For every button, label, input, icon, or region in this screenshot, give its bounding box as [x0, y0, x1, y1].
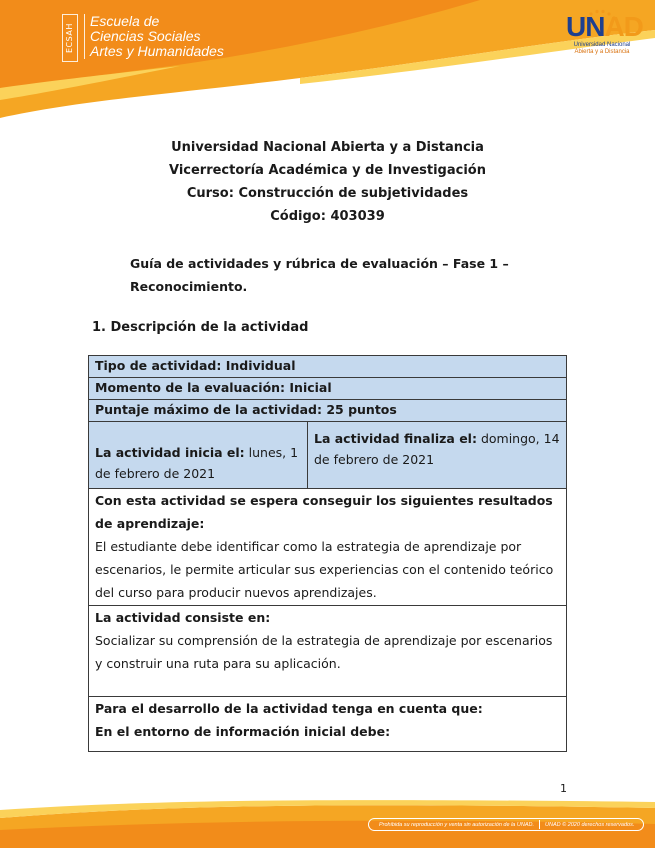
- footer-copyright-pill: [368, 818, 644, 831]
- learning-outcomes-text: El estudiante debe identificar como la estrategia de aprendizaje por escenarios, le permite articular sus experiencias con el contenido teórico del curso para producir nuevos aprendizajes.: [95, 539, 554, 600]
- document-title-block: [0, 136, 655, 228]
- start-date-label: La actividad inicia el:: [95, 445, 245, 460]
- activity-consists-text: Socializar su comprensión de la estrategia de aprendizaje por escenarios y construir una ruta para su aplicación.: [95, 633, 553, 671]
- unad-subtitle-2: Abierta y a Distancia: [574, 49, 630, 55]
- end-date-cell: [308, 422, 567, 489]
- guide-title: Guía de actividades y rúbrica de evaluación – Fase 1 – Reconocimiento.: [130, 256, 509, 294]
- ecsah-mark: ECSAH: [62, 14, 78, 62]
- page-number: 1: [560, 782, 567, 795]
- school-line-1: Escuela de: [90, 13, 160, 29]
- course-name: Curso: Construcción de subjetividades: [186, 186, 469, 201]
- footer-reproduction-notice: Prohibida su reproducción y venta sin autorización de la UNAD.: [379, 822, 534, 828]
- evaluation-moment: Momento de la evaluación: Inicial: [89, 378, 567, 400]
- start-date-value: lunes, 1 de febrero de 2021: [95, 445, 299, 481]
- footer-copyright: UNAD © 2020 derechos reservados.: [545, 822, 635, 828]
- start-date-cell: [89, 422, 308, 489]
- course-code: Código: 403039: [270, 209, 385, 224]
- end-date-label: La actividad finaliza el:: [314, 431, 477, 446]
- activity-description-table: [88, 355, 567, 752]
- vicerrectoria: Vicerrectoría Académica y de Investigación: [168, 163, 486, 178]
- school-line-3: Artes y Humanidades: [90, 43, 224, 59]
- end-date-value: domingo, 14 de febrero de 2021: [314, 431, 560, 467]
- section-heading: 1. Descripción de la actividad: [92, 320, 309, 335]
- development-notes-cell: [89, 697, 567, 752]
- development-notes-line-2: En el entorno de información inicial debe:: [95, 724, 391, 739]
- activity-type: Tipo de actividad: Individual: [89, 356, 567, 378]
- activity-consists-heading: La actividad consiste en:: [95, 610, 271, 625]
- university-name: Universidad Nacional Abierta y a Distancia: [171, 140, 484, 155]
- school-logo: [62, 14, 224, 62]
- learning-outcomes-cell: [89, 489, 567, 606]
- school-line-2: Ciencias Sociales: [90, 28, 201, 44]
- activity-consists-cell: [89, 606, 567, 697]
- unad-logo-ad: AD: [604, 11, 643, 42]
- unad-subtitle-1: Universidad Nacional: [573, 42, 631, 48]
- development-notes-line-1: Para el desarrollo de la actividad tenga en cuenta que:: [95, 701, 483, 716]
- unad-logo-un: UN: [566, 11, 605, 42]
- learning-outcomes-heading: Con esta actividad se espera conseguir los siguientes resultados de aprendizaje:: [95, 493, 553, 531]
- max-score: Puntaje máximo de la actividad: 25 puntos: [89, 400, 567, 422]
- unad-logo: [566, 11, 643, 56]
